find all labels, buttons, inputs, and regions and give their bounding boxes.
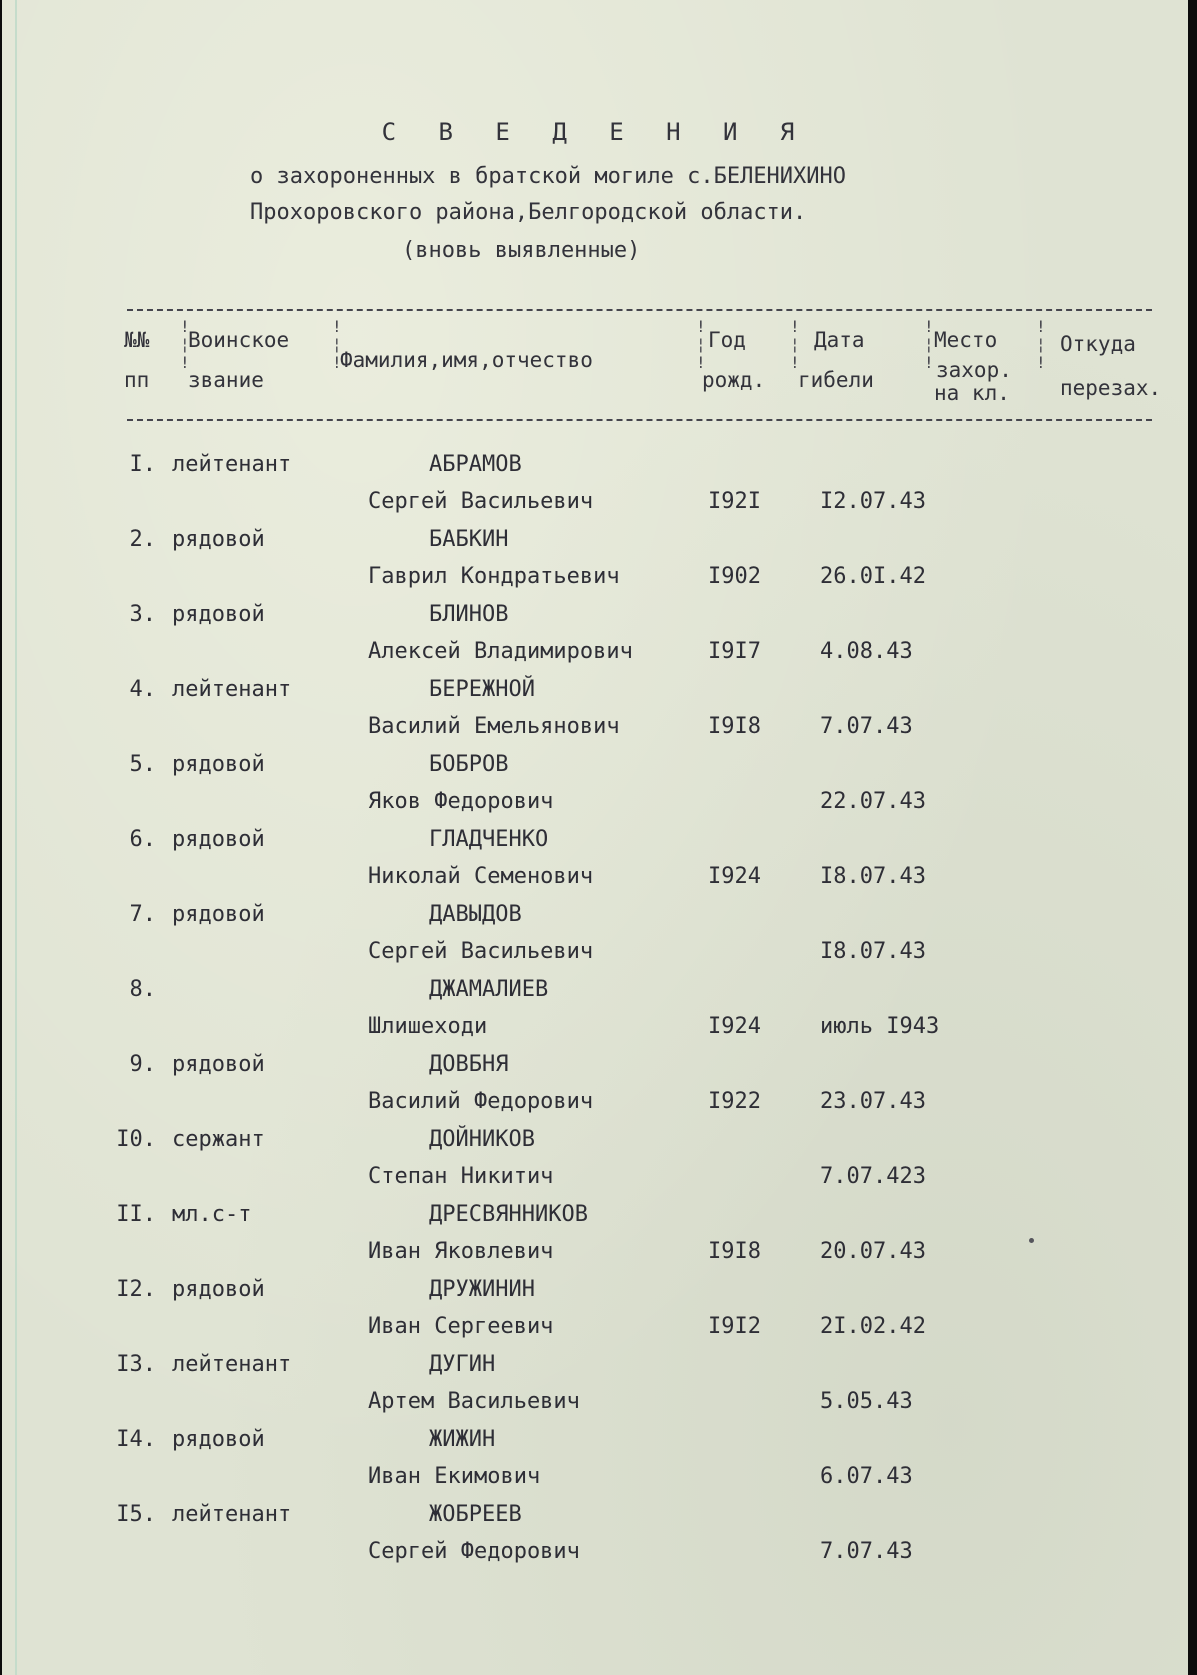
header-rank-line-1: Воинское	[188, 328, 290, 352]
header-place-line-3: на кл.	[934, 381, 1010, 405]
row-death-date: 6.07.43	[820, 1464, 913, 1489]
row-rank: рядовой	[172, 827, 265, 852]
page-edge-line	[15, 0, 17, 1675]
row-surname: ГЛАДЧЕНКО	[429, 827, 549, 852]
row-given-name: Иван Сергеевич	[368, 1314, 554, 1339]
row-number: I3.	[116, 1352, 156, 1377]
row-number: 4.	[129, 677, 156, 702]
header-year-line-1: Год	[708, 328, 746, 352]
column-separator: ! ¦ !	[696, 317, 706, 372]
row-birth-year: I924	[708, 864, 761, 889]
row-number: 9.	[129, 1052, 156, 1077]
column-separator: ! ¦ !	[332, 317, 342, 372]
row-rank: лейтенант	[172, 452, 292, 477]
header-from-line-1: Откуда	[1060, 332, 1136, 356]
header-date-line-1: Дата	[814, 328, 865, 352]
row-number: I4.	[116, 1427, 156, 1452]
row-number: 2.	[129, 527, 156, 552]
row-rank: рядовой	[172, 602, 265, 627]
row-given-name: Алексей Владимирович	[368, 639, 633, 664]
row-number: 3.	[129, 602, 156, 627]
row-birth-year: I922	[708, 1089, 761, 1114]
row-rank: лейтенант	[172, 1502, 292, 1527]
row-number: I0.	[116, 1127, 156, 1152]
row-rank: мл.с-т	[172, 1202, 252, 1227]
row-given-name: Сергей Федорович	[368, 1539, 580, 1564]
row-given-name: Сергей Васильевич	[368, 489, 594, 514]
row-death-date: 2I.02.42	[820, 1314, 926, 1339]
row-rank: рядовой	[172, 902, 265, 927]
row-birth-year: I902	[708, 564, 761, 589]
row-number: 8.	[129, 977, 156, 1002]
row-surname: АБРАМОВ	[429, 452, 522, 477]
row-number: I5.	[116, 1502, 156, 1527]
row-death-date: 22.07.43	[820, 789, 926, 814]
subtitle-line-3: (вновь выявленные)	[402, 238, 641, 263]
header-name: Фамилия,имя,отчество	[340, 348, 593, 372]
ink-dot	[1029, 1238, 1034, 1243]
row-death-date: 7.07.43	[820, 714, 913, 739]
row-given-name: Сергей Васильевич	[368, 939, 594, 964]
header-year-line-2: рожд.	[702, 368, 766, 392]
row-given-name: Иван Екимович	[368, 1464, 541, 1489]
row-surname: ДАВЫДОВ	[429, 902, 522, 927]
row-rank: сержант	[172, 1127, 265, 1152]
document-page	[2, 0, 1188, 1675]
row-birth-year: I924	[708, 1014, 761, 1039]
row-death-date: 7.07.43	[820, 1539, 913, 1564]
row-death-date: 20.07.43	[820, 1239, 926, 1264]
row-surname: ДРЕСВЯННИКОВ	[429, 1202, 588, 1227]
row-death-date: 4.08.43	[820, 639, 913, 664]
row-given-name: Степан Никитич	[368, 1164, 554, 1189]
row-surname: БЕРЕЖНОЙ	[429, 677, 535, 702]
header-place-line-1: Место	[934, 328, 998, 352]
row-given-name: Шлишеходи	[368, 1014, 488, 1039]
row-given-name: Василий Федорович	[368, 1089, 594, 1114]
column-separator: ! ¦ !	[180, 317, 190, 372]
row-surname: ЖИЖИН	[429, 1427, 496, 1452]
row-rank: рядовой	[172, 1277, 265, 1302]
header-num-line-2: пп	[124, 368, 150, 392]
header-rank-line-2: звание	[188, 368, 264, 392]
row-rank: рядовой	[172, 1052, 265, 1077]
subtitle-line-1: о захороненных в братской могиле с.БЕЛЕНИХИНО	[250, 164, 847, 189]
row-given-name: Николай Семенович	[368, 864, 594, 889]
row-death-date: июль I943	[820, 1014, 940, 1039]
row-surname: ЖОБРЕЕВ	[429, 1502, 522, 1527]
row-surname: БОБРОВ	[429, 752, 509, 777]
subtitle-line-2: Прохоровского района,Белгородской области.	[250, 200, 807, 225]
row-given-name: Артем Васильевич	[368, 1389, 580, 1414]
row-death-date: 5.05.43	[820, 1389, 913, 1414]
row-surname: БАБКИН	[429, 527, 509, 552]
row-surname: БЛИНОВ	[429, 602, 509, 627]
row-birth-year: I9I7	[708, 639, 761, 664]
row-number: 6.	[129, 827, 156, 852]
row-rank: лейтенант	[172, 677, 292, 702]
row-surname: ДЖАМАЛИЕВ	[429, 977, 549, 1002]
column-separator: ! ¦ !	[924, 317, 934, 372]
row-given-name: Иван Яковлевич	[368, 1239, 554, 1264]
row-rank: рядовой	[172, 527, 265, 552]
row-birth-year: I92I	[708, 489, 761, 514]
row-number: I2.	[116, 1277, 156, 1302]
row-surname: ДРУЖИНИН	[429, 1277, 535, 1302]
row-given-name: Василий Емельянович	[368, 714, 620, 739]
row-rank: рядовой	[172, 1427, 265, 1452]
header-num-line-1: №№	[124, 328, 150, 352]
row-number: 5.	[129, 752, 156, 777]
header-date-line-2: гибели	[798, 368, 874, 392]
header-place-line-2: захор.	[936, 358, 1012, 382]
row-death-date: I2.07.43	[820, 489, 926, 514]
row-number: I.	[129, 452, 156, 477]
row-birth-year: I9I8	[708, 1239, 761, 1264]
row-rank: лейтенант	[172, 1352, 292, 1377]
row-given-name: Яков Федорович	[368, 789, 554, 814]
row-birth-year: I9I8	[708, 714, 761, 739]
row-surname: ДУГИН	[429, 1352, 496, 1377]
document-title: С В Е Д Е Н И Я	[381, 118, 809, 146]
row-birth-year: I9I2	[708, 1314, 761, 1339]
row-death-date: 26.0I.42	[820, 564, 926, 589]
row-surname: ДОЙНИКОВ	[429, 1127, 535, 1152]
row-number: II.	[116, 1202, 156, 1227]
row-death-date: 23.07.43	[820, 1089, 926, 1114]
header-bottom-rule	[127, 419, 1152, 421]
header-top-rule	[127, 309, 1152, 311]
row-number: 7.	[129, 902, 156, 927]
row-surname: ДОВБНЯ	[429, 1052, 509, 1077]
row-rank: рядовой	[172, 752, 265, 777]
row-death-date: 7.07.423	[820, 1164, 926, 1189]
column-separator: ! ¦ !	[1036, 317, 1046, 372]
header-from-line-2: перезах.	[1060, 376, 1162, 400]
row-given-name: Гаврил Кондратьевич	[368, 564, 620, 589]
column-separator: ! ¦ !	[790, 317, 800, 372]
row-death-date: I8.07.43	[820, 864, 926, 889]
row-death-date: I8.07.43	[820, 939, 926, 964]
